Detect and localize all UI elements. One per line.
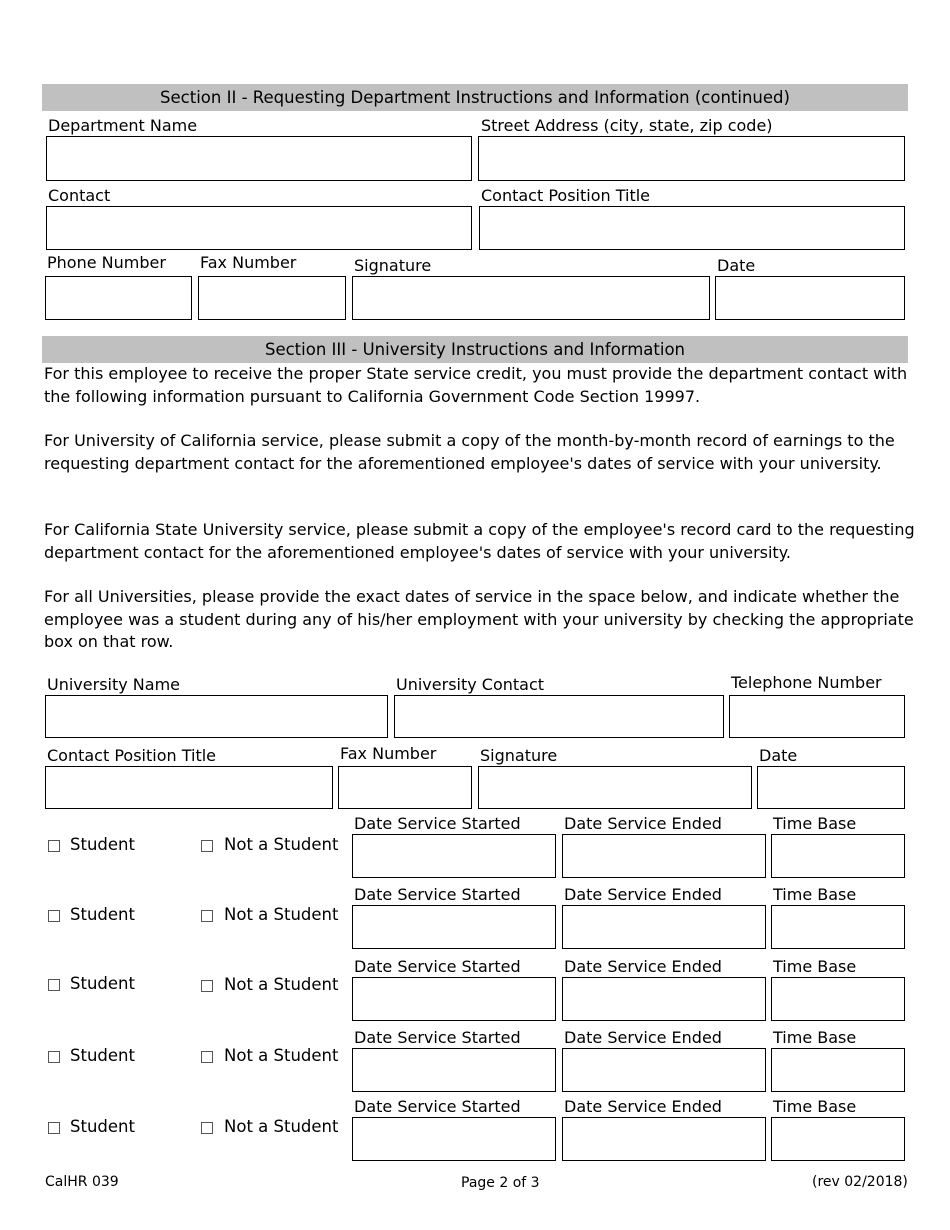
date-ended-field[interactable] — [562, 977, 766, 1021]
university-date-label: Date — [759, 746, 798, 765]
telephone-number-field[interactable] — [729, 695, 905, 738]
date-started-label: Date Service Started — [354, 885, 521, 904]
time-base-field[interactable] — [771, 1117, 905, 1161]
fax-number-label: Fax Number — [200, 253, 297, 272]
not-student-label: Not a Student — [224, 975, 339, 994]
university-fax-number-label: Fax Number — [340, 744, 437, 763]
department-name-label: Department Name — [48, 116, 198, 135]
time-base-field[interactable] — [771, 1048, 905, 1092]
instruction-paragraph-2: For University of California service, please submit a copy of the month-by-month record of earnings to the requesting department contact for the aforementioned employee's dates of service with your university. — [44, 431, 895, 473]
student-label: Student — [70, 905, 135, 924]
section-2-header: Section II - Requesting Department Instructions and Information (continued) — [42, 84, 908, 111]
phone-number-label: Phone Number — [47, 253, 166, 272]
street-address-field[interactable] — [478, 136, 905, 181]
contact-position-title-label: Contact Position Title — [481, 186, 651, 205]
student-checkbox[interactable] — [48, 910, 60, 922]
date-ended-field[interactable] — [562, 1117, 766, 1161]
not-student-checkbox[interactable] — [201, 980, 213, 992]
university-name-field[interactable] — [45, 695, 388, 738]
date-started-field[interactable] — [352, 834, 556, 878]
street-address-label: Street Address (city, state, zip code) — [481, 116, 773, 135]
telephone-number-label: Telephone Number — [731, 673, 882, 692]
not-student-label: Not a Student — [224, 835, 339, 854]
page-number: Page 2 of 3 — [461, 1175, 540, 1191]
not-student-checkbox[interactable] — [201, 1122, 213, 1134]
student-checkbox[interactable] — [48, 1051, 60, 1063]
date-label: Date — [717, 256, 756, 275]
date-ended-label: Date Service Ended — [564, 1097, 722, 1116]
university-fax-number-field[interactable] — [338, 766, 472, 809]
section-3-header: Section III - University Instructions and Information — [42, 336, 908, 363]
date-ended-label: Date Service Ended — [564, 957, 722, 976]
phone-number-field[interactable] — [45, 276, 192, 320]
date-started-label: Date Service Started — [354, 1097, 521, 1116]
date-ended-label: Date Service Ended — [564, 1028, 722, 1047]
date-started-field[interactable] — [352, 905, 556, 949]
university-contact-position-title-field[interactable] — [45, 766, 333, 809]
university-date-field[interactable] — [757, 766, 905, 809]
time-base-field[interactable] — [771, 834, 905, 878]
student-checkbox[interactable] — [48, 979, 60, 991]
student-label: Student — [70, 835, 135, 854]
student-label: Student — [70, 1117, 135, 1136]
date-ended-field[interactable] — [562, 834, 766, 878]
time-base-label: Time Base — [773, 1097, 857, 1116]
student-checkbox[interactable] — [48, 1122, 60, 1134]
date-started-label: Date Service Started — [354, 957, 521, 976]
date-started-field[interactable] — [352, 1048, 556, 1092]
revision-date: (rev 02/2018) — [812, 1174, 908, 1190]
date-ended-field[interactable] — [562, 905, 766, 949]
university-signature-field[interactable] — [478, 766, 752, 809]
instruction-paragraph-4: For all Universities, please provide the exact dates of service in the space below, and indicate whether the employee was a student during any of his/her employment with your university by checking the appropriate box on that row. — [44, 587, 914, 651]
date-ended-label: Date Service Ended — [564, 885, 722, 904]
time-base-label: Time Base — [773, 814, 857, 833]
time-base-field[interactable] — [771, 905, 905, 949]
date-ended-label: Date Service Ended — [564, 814, 722, 833]
date-started-field[interactable] — [352, 1117, 556, 1161]
university-contact-position-title-label: Contact Position Title — [47, 746, 217, 765]
date-started-label: Date Service Started — [354, 814, 521, 833]
university-name-label: University Name — [47, 675, 180, 694]
time-base-label: Time Base — [773, 957, 857, 976]
instruction-paragraph-1: For this employee to receive the proper State service credit, you must provide the department contact with the following information pursuant to California Government Code Section 19997. — [44, 364, 908, 406]
student-checkbox[interactable] — [48, 840, 60, 852]
university-contact-field[interactable] — [394, 695, 724, 738]
contact-field[interactable] — [46, 206, 472, 250]
time-base-label: Time Base — [773, 885, 857, 904]
not-student-checkbox[interactable] — [201, 1051, 213, 1063]
time-base-field[interactable] — [771, 977, 905, 1021]
student-label: Student — [70, 1046, 135, 1065]
not-student-checkbox[interactable] — [201, 840, 213, 852]
date-ended-field[interactable] — [562, 1048, 766, 1092]
student-label: Student — [70, 974, 135, 993]
not-student-label: Not a Student — [224, 1046, 339, 1065]
not-student-label: Not a Student — [224, 1117, 339, 1136]
instruction-paragraph-3: For California State University service, please submit a copy of the employee's record card to the requesting department contact for the aforementioned employee's dates of service with your university. — [44, 520, 915, 562]
contact-position-title-field[interactable] — [479, 206, 905, 250]
form-id: CalHR 039 — [45, 1174, 119, 1190]
date-field[interactable] — [715, 276, 905, 320]
fax-number-field[interactable] — [198, 276, 346, 320]
university-signature-label: Signature — [480, 746, 558, 765]
not-student-label: Not a Student — [224, 905, 339, 924]
signature-field[interactable] — [352, 276, 710, 320]
not-student-checkbox[interactable] — [201, 910, 213, 922]
date-started-label: Date Service Started — [354, 1028, 521, 1047]
university-contact-label: University Contact — [396, 675, 545, 694]
contact-label: Contact — [48, 186, 111, 205]
signature-label: Signature — [354, 256, 432, 275]
time-base-label: Time Base — [773, 1028, 857, 1047]
date-started-field[interactable] — [352, 977, 556, 1021]
department-name-field[interactable] — [46, 136, 472, 181]
